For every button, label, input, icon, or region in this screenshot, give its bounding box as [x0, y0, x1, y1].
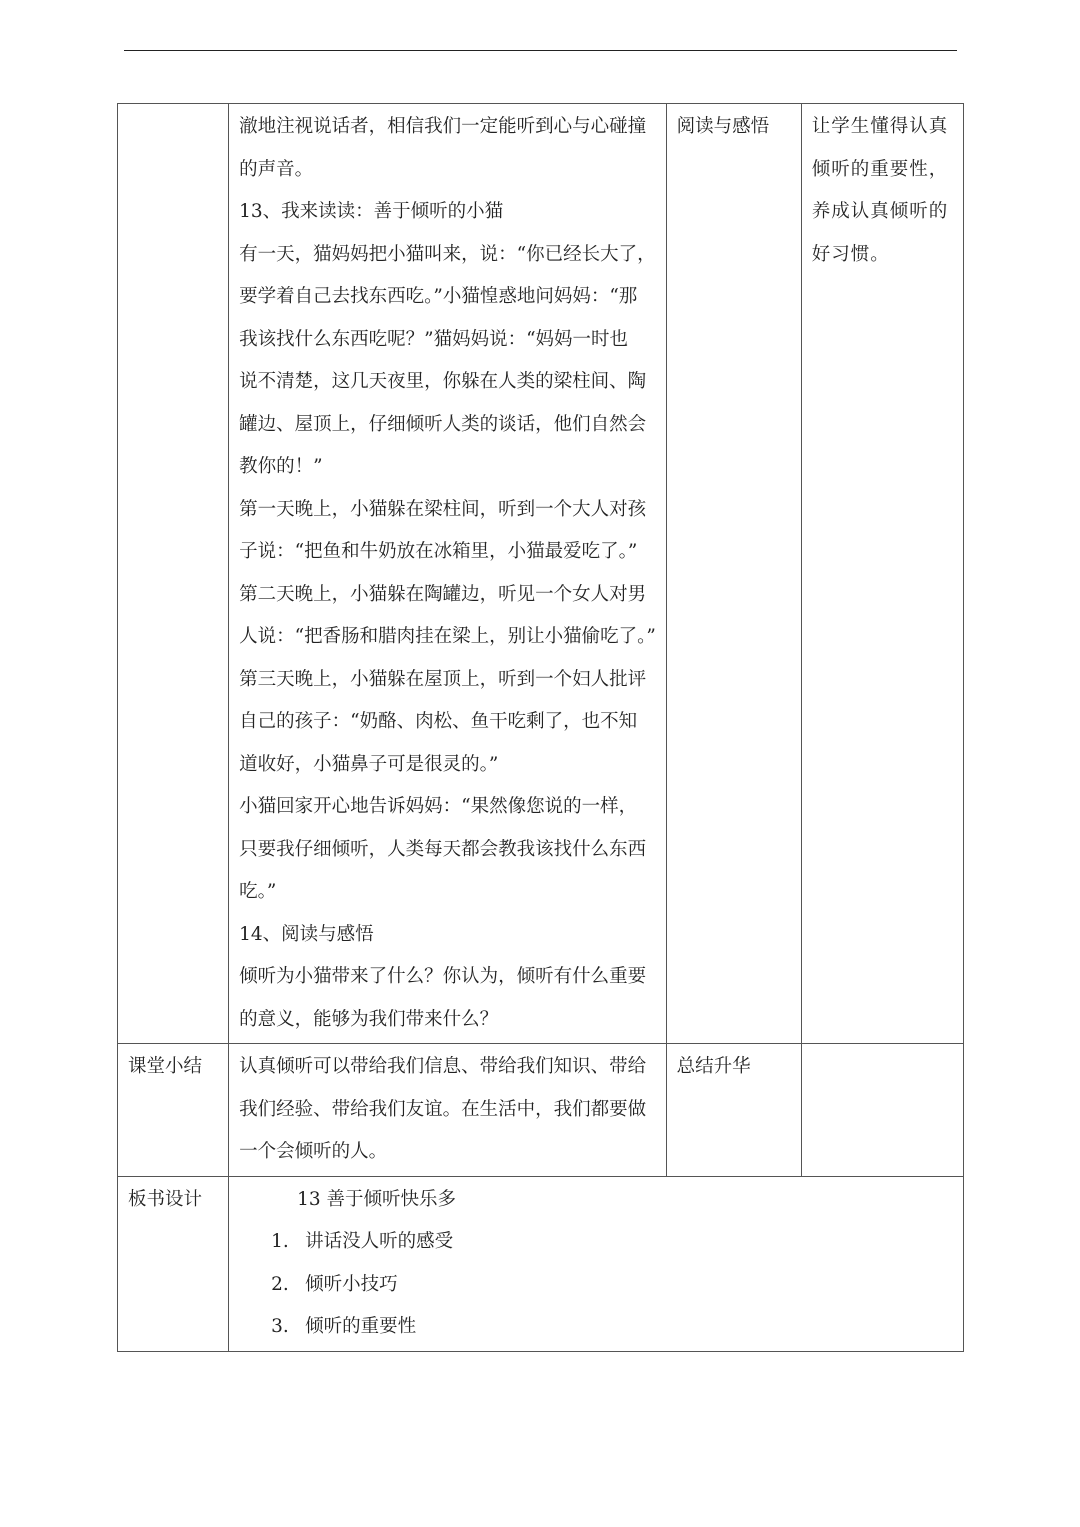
content-line: 小猫回家开心地告诉妈妈：“果然像您说的一样， [239, 796, 638, 817]
lesson-plan-table [117, 103, 964, 1352]
content-line: 教你的！” [239, 456, 323, 477]
content-line: 第二天晚上，小猫躲在陶罐边，听见一个女人对男 [239, 583, 647, 605]
content-line: 13、我来读读：善于倾听的小猫 [239, 201, 504, 222]
list-text: 讲话没人听的感受 [305, 1231, 454, 1252]
row-label-cell [118, 1044, 229, 1177]
content-line: 自己的孩子：“奶酪、肉松、鱼干吃剩了，也不知 [239, 711, 638, 732]
board-title: 13 善于倾听快乐多 [297, 1188, 457, 1210]
content-line: 倾听为小猫带来了什么？你认为，倾听有什么重要 [239, 966, 647, 987]
content-line: 要学着自己去找东西吃。”小猫惶惑地问妈妈：“那 [239, 286, 638, 307]
content-line: 道收好，小猫鼻子可是很灵的。” [239, 753, 499, 775]
design-intent-cell [801, 104, 963, 1044]
content-line: 的声音。 [239, 158, 314, 180]
list-item [239, 1221, 955, 1264]
summary-intent-cell [801, 1044, 963, 1177]
intent-line: 让学生懂得认真 [811, 116, 949, 137]
row-label-cell [118, 1176, 229, 1351]
list-item [239, 1306, 955, 1349]
row-label: 板书设计 [128, 1188, 203, 1210]
content-line: 罐边、屋顶上，仔细倾听人类的谈话，他们自然会 [239, 413, 647, 435]
content-line: 认真倾听可以带给我们信息、带给我们知识、带给 [239, 1056, 647, 1077]
content-line: 我们经验、带给我们友谊。在生活中，我们都要做 [239, 1098, 647, 1120]
content-line: 只要我仔细倾听，人类每天都会教我该找什么东西 [239, 838, 647, 860]
list-text: 倾听的重要性 [305, 1316, 417, 1337]
list-text: 倾听小技巧 [305, 1273, 398, 1295]
activity-text: 阅读与感悟 [676, 116, 770, 137]
summary-content-cell [229, 1044, 667, 1177]
content-line: 第一天晚上，小猫躲在梁柱间，听到一个大人对孩 [239, 498, 647, 520]
intent-line: 倾听的重要性， [811, 158, 949, 180]
activity-text: 总结升华 [676, 1056, 751, 1077]
board-design-cell [229, 1176, 964, 1351]
table-row-reading [118, 104, 964, 1044]
teaching-content-cell [229, 104, 667, 1044]
intent-line: 养成认真倾听的 [811, 201, 949, 222]
header-rule [124, 50, 957, 51]
content-line: 的意义，能够为我们带来什么？ [239, 1008, 499, 1030]
content-line: 人说：“把香肠和腊肉挂在梁上，别让小猫偷吃了。” [239, 626, 656, 647]
list-number: 2. [271, 1273, 289, 1295]
content-line: 我该找什么东西吃呢？”猫妈妈说：“妈妈一时也 [239, 328, 629, 350]
content-line: 14、阅读与感悟 [239, 923, 374, 945]
row-label: 课堂小结 [128, 1056, 203, 1077]
content-line: 澈地注视说话者，相信我们一定能听到心与心碰撞 [239, 116, 647, 137]
table-row-summary [118, 1044, 964, 1177]
intent-line: 好习惯。 [811, 243, 890, 265]
list-number: 1. [271, 1231, 289, 1252]
summary-activity-cell [666, 1044, 801, 1177]
content-line: 子说：“把鱼和牛奶放在冰箱里，小猫最爱吃了。” [239, 541, 638, 562]
table-row-board [118, 1176, 964, 1351]
content-line: 吃。” [239, 881, 277, 902]
content-line: 说不清楚，这几天夜里，你躲在人类的梁柱间、陶 [239, 371, 647, 392]
content-line: 一个会倾听的人。 [239, 1141, 388, 1162]
student-activity-cell [666, 104, 801, 1044]
content-line: 有一天，猫妈妈把小猫叫来，说：“你已经长大了， [239, 243, 656, 265]
list-item [239, 1264, 955, 1307]
content-line: 第三天晚上，小猫躲在屋顶上，听到一个妇人批评 [239, 668, 647, 690]
list-number: 3. [271, 1316, 289, 1337]
row-label-cell [118, 104, 229, 1044]
